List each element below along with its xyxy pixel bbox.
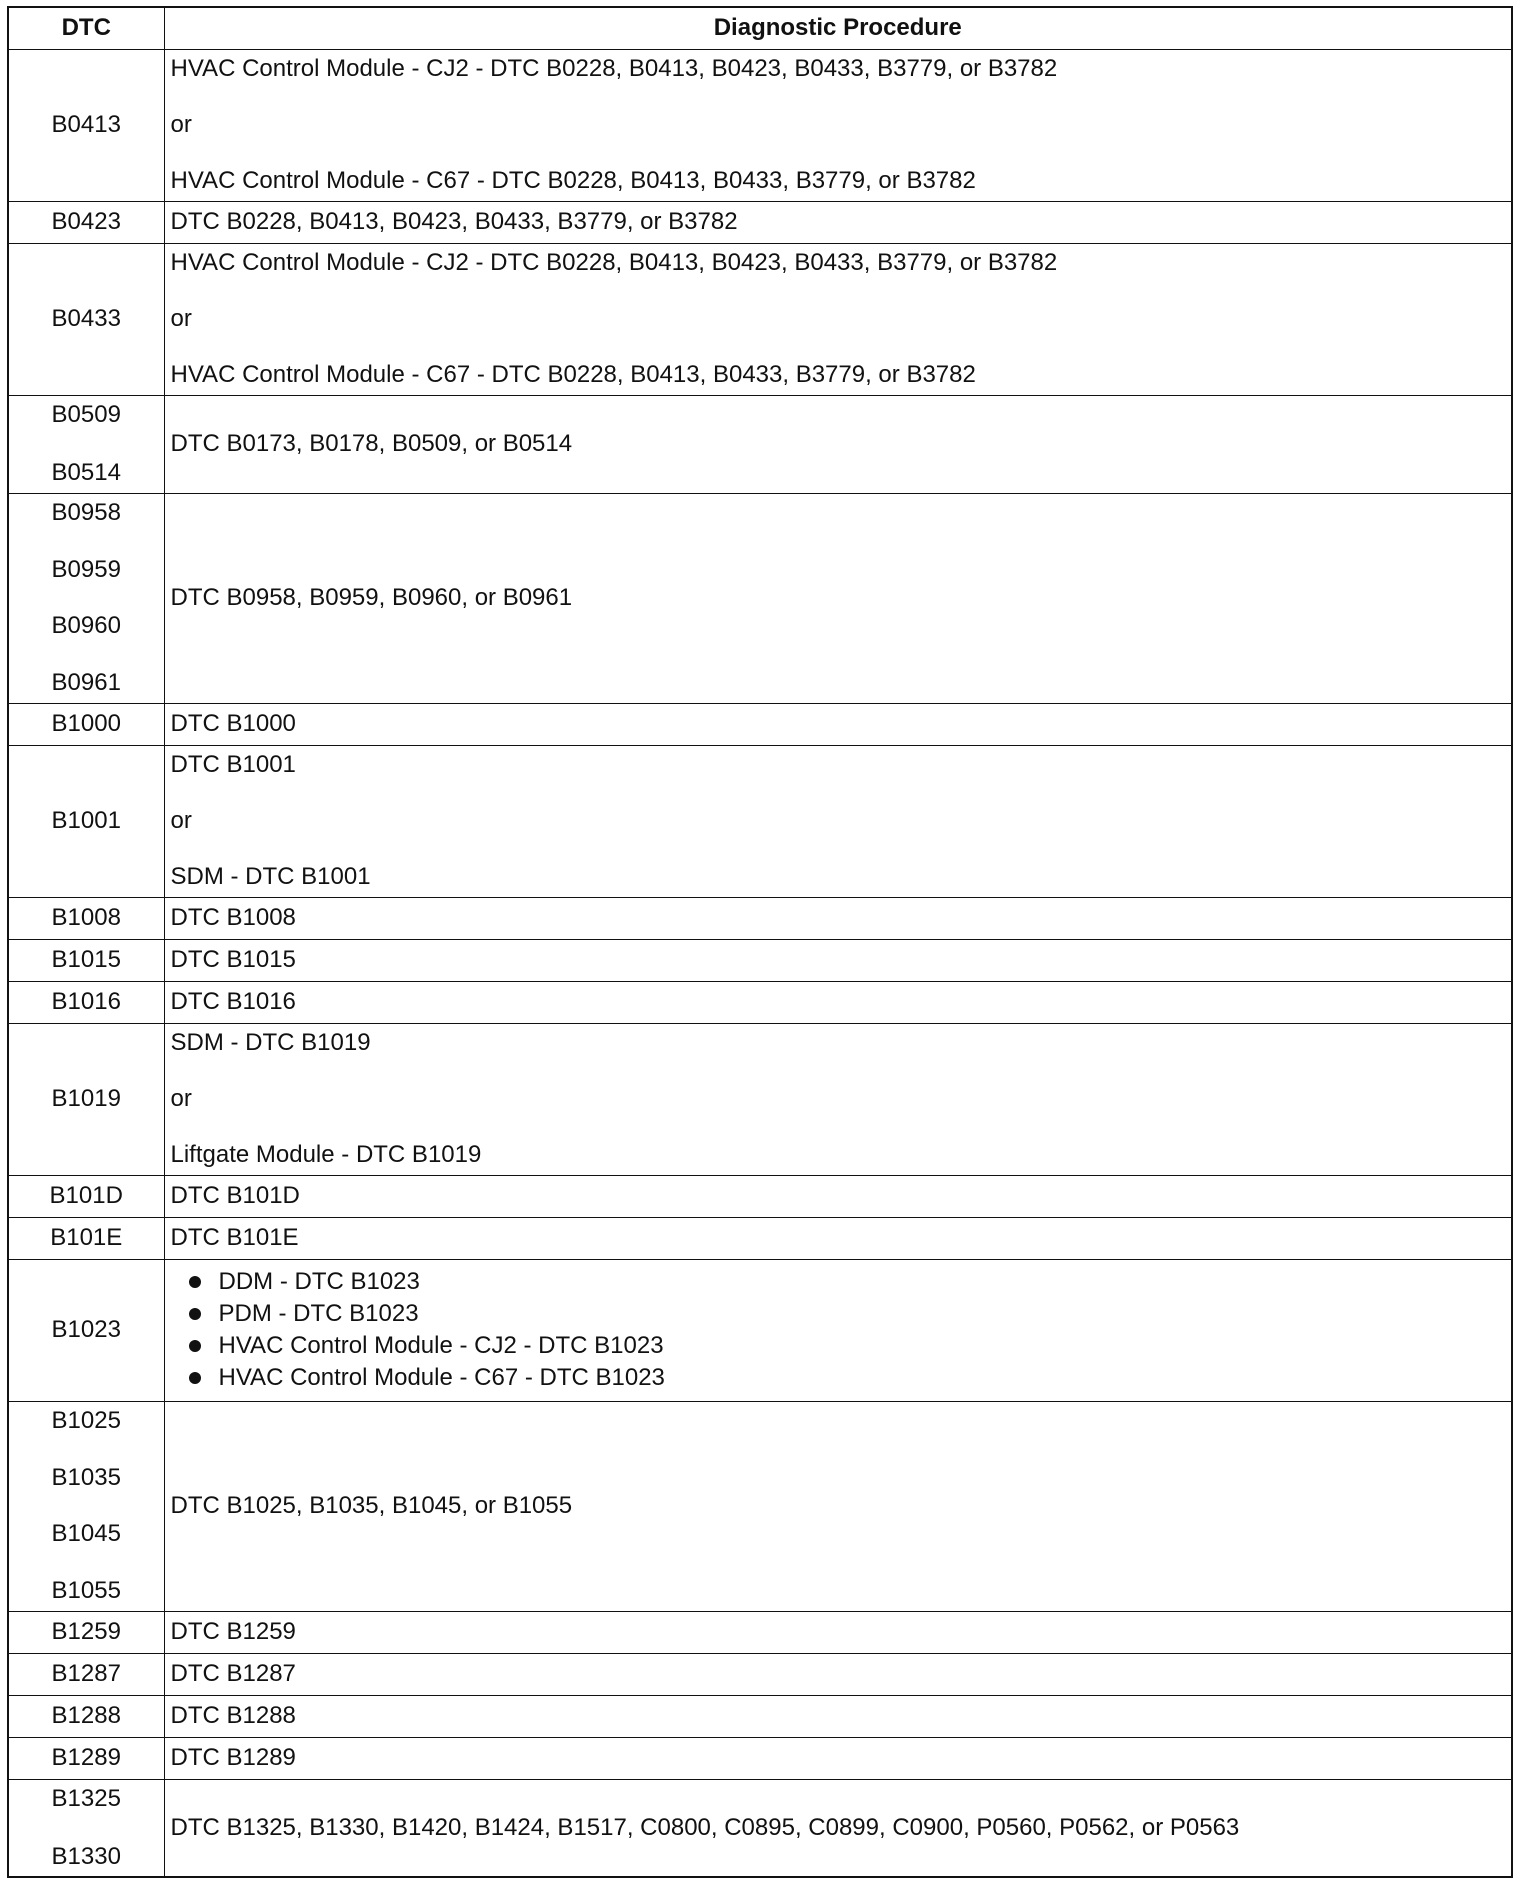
table-row	[8, 1779, 1512, 1877]
dtc-code-list	[15, 1744, 158, 1772]
procedure-cell	[164, 49, 1512, 201]
procedure-lines	[171, 946, 1506, 974]
procedure-lines	[171, 1224, 1506, 1252]
procedure-cell	[164, 1695, 1512, 1737]
bullet-icon	[189, 1372, 201, 1384]
table-row	[8, 1175, 1512, 1217]
dtc-code-list	[15, 1182, 158, 1210]
procedure-lines	[171, 208, 1506, 236]
procedure-link-text[interactable]: HVAC Control Module - C67 - DTC B1023	[218, 1364, 665, 1391]
procedure-cell	[164, 745, 1512, 897]
procedure-lines	[171, 751, 1506, 891]
table-row	[8, 201, 1512, 243]
dtc-code: B1287	[51, 1660, 121, 1687]
dtc-code-list	[15, 710, 158, 738]
table-row	[8, 1401, 1512, 1611]
dtc-cell	[8, 201, 164, 243]
header-dtc: DTC	[8, 7, 164, 49]
dtc-code: B0433	[51, 305, 121, 332]
procedure-link-text[interactable]: DTC B101D	[170, 1182, 300, 1209]
header-procedure: Diagnostic Procedure	[164, 7, 1512, 49]
procedure-link-text[interactable]: DTC B101E	[170, 1224, 299, 1251]
procedure-link-text[interactable]: HVAC Control Module - C67 - DTC B0228, B0413, B0433, B3779, or B3782	[170, 167, 976, 194]
procedure-link-text[interactable]: HVAC Control Module - CJ2 - DTC B0228, B0413, B0423, B0433, B3779, or B3782	[170, 249, 1058, 276]
dtc-cell	[8, 1779, 164, 1877]
procedure-link-text[interactable]: PDM - DTC B1023	[218, 1300, 419, 1327]
procedure-cell	[164, 939, 1512, 981]
dtc-cell	[8, 1217, 164, 1259]
procedure-lines	[171, 988, 1506, 1016]
procedure-link-text[interactable]: DTC B0958, B0959, B0960, or B0961	[170, 584, 573, 611]
dtc-code-list	[15, 946, 158, 974]
procedure-lines	[171, 1702, 1506, 1730]
dtc-code-list	[15, 1407, 158, 1605]
dtc-cell	[8, 897, 164, 939]
dtc-cell	[8, 1611, 164, 1653]
procedure-cell	[164, 1217, 1512, 1259]
procedure-cell	[164, 1175, 1512, 1217]
procedure-link-text[interactable]: HVAC Control Module - CJ2 - DTC B1023	[218, 1332, 664, 1359]
procedure-link-text[interactable]: DTC B1325, B1330, B1420, B1424, B1517, C0800, C0895, C0899, C0900, P0560, P0562, or P0563	[170, 1813, 1240, 1841]
dtc-cell	[8, 981, 164, 1023]
dtc-code-list	[15, 208, 158, 236]
or-separator: or	[170, 1085, 192, 1112]
procedure-link-text[interactable]: HVAC Control Module - C67 - DTC B0228, B0413, B0433, B3779, or B3782	[170, 361, 976, 388]
dtc-code-list	[15, 1316, 158, 1344]
procedure-bullet-list	[171, 1266, 1506, 1394]
dtc-code: B1025	[51, 1407, 121, 1434]
dtc-code: B0514	[51, 459, 121, 486]
dtc-cell	[8, 1401, 164, 1611]
dtc-code: B1288	[51, 1702, 121, 1729]
procedure-link-text[interactable]: SDM - DTC B1019	[170, 1029, 371, 1056]
procedure-link-text[interactable]: DDM - DTC B1023	[218, 1268, 420, 1295]
procedure-lines	[171, 430, 1506, 458]
table-row	[8, 939, 1512, 981]
procedure-cell	[164, 395, 1512, 493]
dtc-cell	[8, 939, 164, 981]
or-separator: or	[170, 807, 192, 834]
table-row	[8, 1695, 1512, 1737]
procedure-link-text[interactable]: DTC B1008	[170, 904, 296, 931]
procedure-link-text[interactable]: DTC B1025, B1035, B1045, or B1055	[170, 1492, 573, 1519]
dtc-cell	[8, 703, 164, 745]
procedure-lines	[171, 904, 1506, 932]
dtc-code: B1023	[51, 1316, 121, 1343]
dtc-code-list	[15, 1702, 158, 1730]
procedure-link-text[interactable]: DTC B1259	[170, 1618, 296, 1645]
table-row	[8, 49, 1512, 201]
dtc-code-list	[15, 111, 158, 139]
table-row	[8, 745, 1512, 897]
dtc-code: B1045	[51, 1520, 121, 1548]
dtc-code: B0423	[51, 208, 121, 235]
procedure-lines	[171, 249, 1506, 389]
table-row	[8, 703, 1512, 745]
dtc-code-list	[15, 988, 158, 1016]
dtc-code: B101E	[50, 1224, 123, 1251]
dtc-code: B1330	[51, 1842, 121, 1870]
dtc-code-list	[15, 1224, 158, 1252]
procedure-link-text[interactable]: DTC B1016	[170, 988, 296, 1015]
dtc-code-list	[15, 1618, 158, 1646]
procedure-cell	[164, 981, 1512, 1023]
procedure-link-text[interactable]: DTC B1288	[170, 1702, 296, 1729]
procedure-link-text[interactable]: DTC B0173, B0178, B0509, or B0514	[170, 430, 573, 457]
procedure-lines	[171, 710, 1506, 738]
procedure-cell	[164, 1779, 1512, 1877]
procedure-lines	[171, 1182, 1506, 1210]
procedure-cell	[164, 1611, 1512, 1653]
dtc-code-list	[15, 305, 158, 333]
dtc-code-list	[15, 401, 158, 487]
dtc-code: B1055	[51, 1576, 121, 1604]
table-row	[8, 981, 1512, 1023]
procedure-link-text[interactable]: DTC B1289	[170, 1744, 296, 1771]
table-row	[8, 493, 1512, 703]
or-separator: or	[170, 111, 192, 138]
procedure-cell	[164, 1737, 1512, 1779]
procedure-link-text[interactable]: DTC B1000	[170, 710, 296, 737]
procedure-link-text[interactable]: Liftgate Module - DTC B1019	[170, 1141, 482, 1168]
procedure-bullet-item	[189, 1266, 1506, 1298]
dtc-code: B1019	[51, 1085, 121, 1112]
procedure-lines	[171, 1618, 1506, 1646]
procedure-link-text[interactable]: DTC B1287	[170, 1660, 296, 1687]
dtc-code-list	[15, 904, 158, 932]
dtc-code-list	[15, 1660, 158, 1688]
dtc-code-list	[15, 1785, 158, 1871]
dtc-cell	[8, 243, 164, 395]
dtc-code: B0958	[51, 499, 121, 526]
procedure-cell	[164, 201, 1512, 243]
procedure-cell	[164, 1023, 1512, 1175]
dtc-code: B1035	[51, 1463, 121, 1491]
procedure-link-text[interactable]: DTC B0228, B0413, B0423, B0433, B3779, or B3782	[170, 208, 738, 235]
procedure-lines	[171, 55, 1506, 195]
procedure-bullet-item	[189, 1362, 1506, 1394]
procedure-lines	[171, 1660, 1506, 1688]
dtc-code: B101D	[49, 1182, 123, 1209]
bullet-icon	[189, 1276, 201, 1288]
procedure-cell	[164, 1653, 1512, 1695]
dtc-code: B1001	[51, 807, 121, 834]
table-row	[8, 243, 1512, 395]
dtc-cell	[8, 1653, 164, 1695]
dtc-cell	[8, 395, 164, 493]
procedure-lines	[171, 1029, 1506, 1169]
dtc-cell	[8, 1259, 164, 1401]
procedure-cell	[164, 703, 1512, 745]
dtc-cell	[8, 49, 164, 201]
table-row	[8, 1653, 1512, 1695]
dtc-code: B1289	[51, 1744, 121, 1771]
dtc-code: B0413	[51, 111, 121, 138]
dtc-code: B0959	[51, 555, 121, 583]
dtc-code: B1015	[51, 946, 121, 973]
bullet-icon	[189, 1308, 201, 1320]
dtc-code: B1008	[51, 904, 121, 931]
procedure-cell	[164, 1401, 1512, 1611]
dtc-cell	[8, 1175, 164, 1217]
procedure-cell	[164, 897, 1512, 939]
dtc-cell	[8, 1023, 164, 1175]
table-header-row	[8, 7, 1512, 49]
procedure-lines	[171, 1814, 1506, 1842]
dtc-cell	[8, 745, 164, 897]
procedure-link-text[interactable]: DTC B1015	[170, 946, 296, 973]
procedure-cell	[164, 493, 1512, 703]
dtc-cell	[8, 493, 164, 703]
dtc-table	[7, 6, 1513, 1878]
dtc-code: B1325	[51, 1784, 121, 1812]
table-row	[8, 1259, 1512, 1401]
dtc-code: B1259	[51, 1618, 121, 1645]
table-body	[8, 49, 1512, 1877]
procedure-cell	[164, 1259, 1512, 1401]
procedure-bullet-item	[189, 1298, 1506, 1330]
procedure-lines	[171, 1744, 1506, 1772]
dtc-cell	[8, 1737, 164, 1779]
dtc-code-list	[15, 1085, 158, 1113]
dtc-cell	[8, 1695, 164, 1737]
procedure-bullet-item	[189, 1330, 1506, 1362]
dtc-code: B0960	[51, 612, 121, 640]
dtc-code-list	[15, 807, 158, 835]
procedure-link-text[interactable]: DTC B1001	[170, 751, 296, 778]
table-row	[8, 1217, 1512, 1259]
or-separator: or	[170, 305, 192, 332]
table-row	[8, 1611, 1512, 1653]
dtc-code-list	[15, 499, 158, 697]
table-row	[8, 395, 1512, 493]
table-row	[8, 1023, 1512, 1175]
dtc-code: B1016	[51, 988, 121, 1015]
dtc-code: B1000	[51, 710, 121, 737]
bullet-icon	[189, 1340, 201, 1352]
table-row	[8, 897, 1512, 939]
procedure-link-text[interactable]: SDM - DTC B1001	[170, 863, 371, 890]
dtc-code: B0961	[51, 668, 121, 696]
dtc-code: B0509	[51, 401, 121, 428]
procedure-lines	[171, 1492, 1506, 1520]
procedure-lines	[171, 584, 1506, 612]
procedure-cell	[164, 243, 1512, 395]
procedure-link-text[interactable]: HVAC Control Module - CJ2 - DTC B0228, B0413, B0423, B0433, B3779, or B3782	[170, 55, 1058, 82]
table-row	[8, 1737, 1512, 1779]
